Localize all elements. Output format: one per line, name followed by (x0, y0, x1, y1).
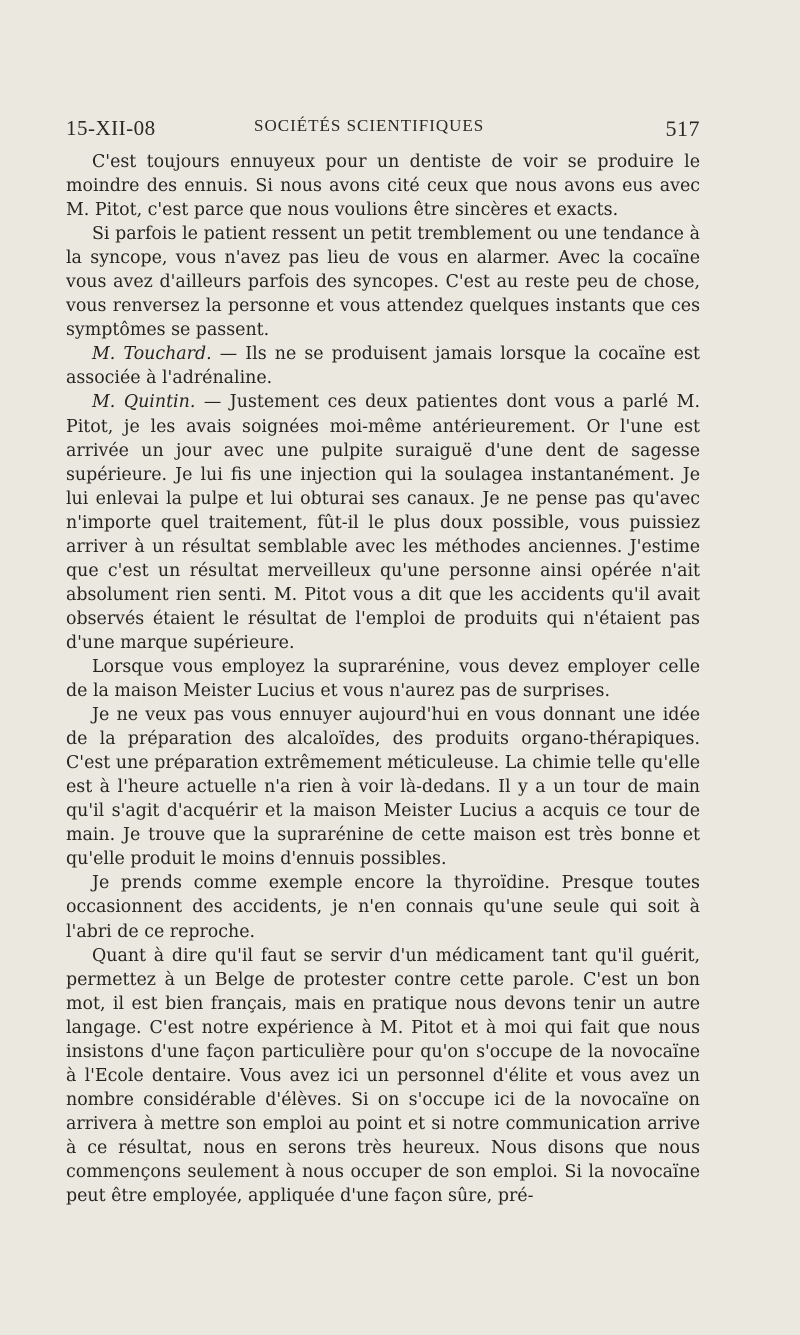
paragraph (66, 390, 700, 655)
speaker-name: M. Quintin. (92, 392, 196, 413)
paragraph-text: — Ils ne se produisent jamais lorsque la cocaïne est associée à l'adrénaline. (66, 344, 700, 389)
paragraph-text: Quant à dire qu'il faut se servir d'un médicament tant qu'il guérit, permettez à un Belge de protester contre cette parole. C'est un bon mot, il est bien français, mais en pratique nous devons tenir un autre langage. C'est notre expérience à M. Pitot et à moi qui fait que nous insistons d'une façon particulière pour qu'on s'occupe de la novocaïne à l'Ecole dentaire. Vous avez ici un personnel d'élite et vous avez un nombre considérable d'élèves. Si on s'occupe ici de la novocaïne on arrivera à mettre son emploi au point et si notre communication arrive à ce résultat, nous en serons très heureux. Nous disons que nous commençons seulement à nous occuper de son emploi. Si la novocaïne peut être employée, appliquée d'une façon sûre, pré- (66, 945, 700, 1207)
header-date: 15-XII-08 (66, 116, 156, 140)
paragraph (66, 944, 700, 1209)
paragraph-text: Si parfois le patient ressent un petit tremblement ou une tendance à la syncope, vous n'avez pas lieu de vous en alarmer. Avec la cocaïne vous avez d'ailleurs parfois des syncopes. C'est au reste peu de chose, vous renversez la personne et vous attendez quelques instants que ces symptômes se passent. (66, 224, 700, 341)
paragraph (66, 703, 700, 871)
running-header (66, 106, 700, 146)
paragraph-text: — Justement ces deux patientes dont vous a parlé M. Pitot, je les avais soignées moi-même antérieurement. Or l'une est arrivée un jour avec une pulpite suraiguë d'une dent de sagesse supérieure. Je lui fis une injection qui la soulagea instantanément. Je lui enlevai la pulpe et lui obturai ses canaux. Je ne pense pas qu'avec n'importe quel traitement, fût-il le plus doux possible, vous puissiez arriver à un résultat semblable avec les méthodes anciennes. J'estime que c'est un résultat merveilleux qu'une personne ainsi opérée n'ait absolument rien senti. M. Pitot vous a dit que les accidents qu'il avait observés étaient le résultat de l'emploi de produits qui n'étaient pas d'une marque supérieure. (66, 392, 700, 653)
page-number: 517 (665, 116, 700, 141)
header-section-title: SOCIÉTÉS SCIENTIFIQUES (254, 116, 485, 135)
paragraph (66, 342, 700, 390)
article-body (66, 150, 700, 1208)
paragraph-text: Je ne veux pas vous ennuyer aujourd'hui en vous donnant une idée de la préparation des alcaloïdes, des produits organo-thérapiques. C'est une préparation extrêmement méticuleuse. La chimie telle qu'elle est à l'heure actuelle n'a rien à voir là-dedans. Il y a un tour de main qu'il s'agit d'acquérir et la maison Meister Lucius a acquis ce tour de main. Je trouve que la suprarénine de cette maison est très bonne et qu'elle produit le moins d'ennuis possibles. (66, 705, 700, 870)
paragraph-text: C'est toujours ennuyeux pour un dentiste de voir se produire le moindre des ennuis. Si nous avons cité ceux que nous avons eus avec M. Pitot, c'est parce que nous voulions être sincères et exacts. (66, 152, 700, 221)
paragraph (66, 150, 700, 222)
paragraph-text: Je prends comme exemple encore la thyroïdine. Presque toutes occasionnent des accidents, je n'en connais qu'une seule qui soit à l'abri de ce reproche. (66, 873, 700, 942)
paragraph-text: Lorsque vous employez la suprarénine, vous devez employer celle de la maison Meister Lucius et vous n'aurez pas de surprises. (66, 656, 700, 702)
paragraph (66, 871, 700, 943)
speaker-name: M. Touchard. (92, 344, 212, 365)
paragraph (66, 222, 700, 342)
paragraph (66, 655, 700, 703)
